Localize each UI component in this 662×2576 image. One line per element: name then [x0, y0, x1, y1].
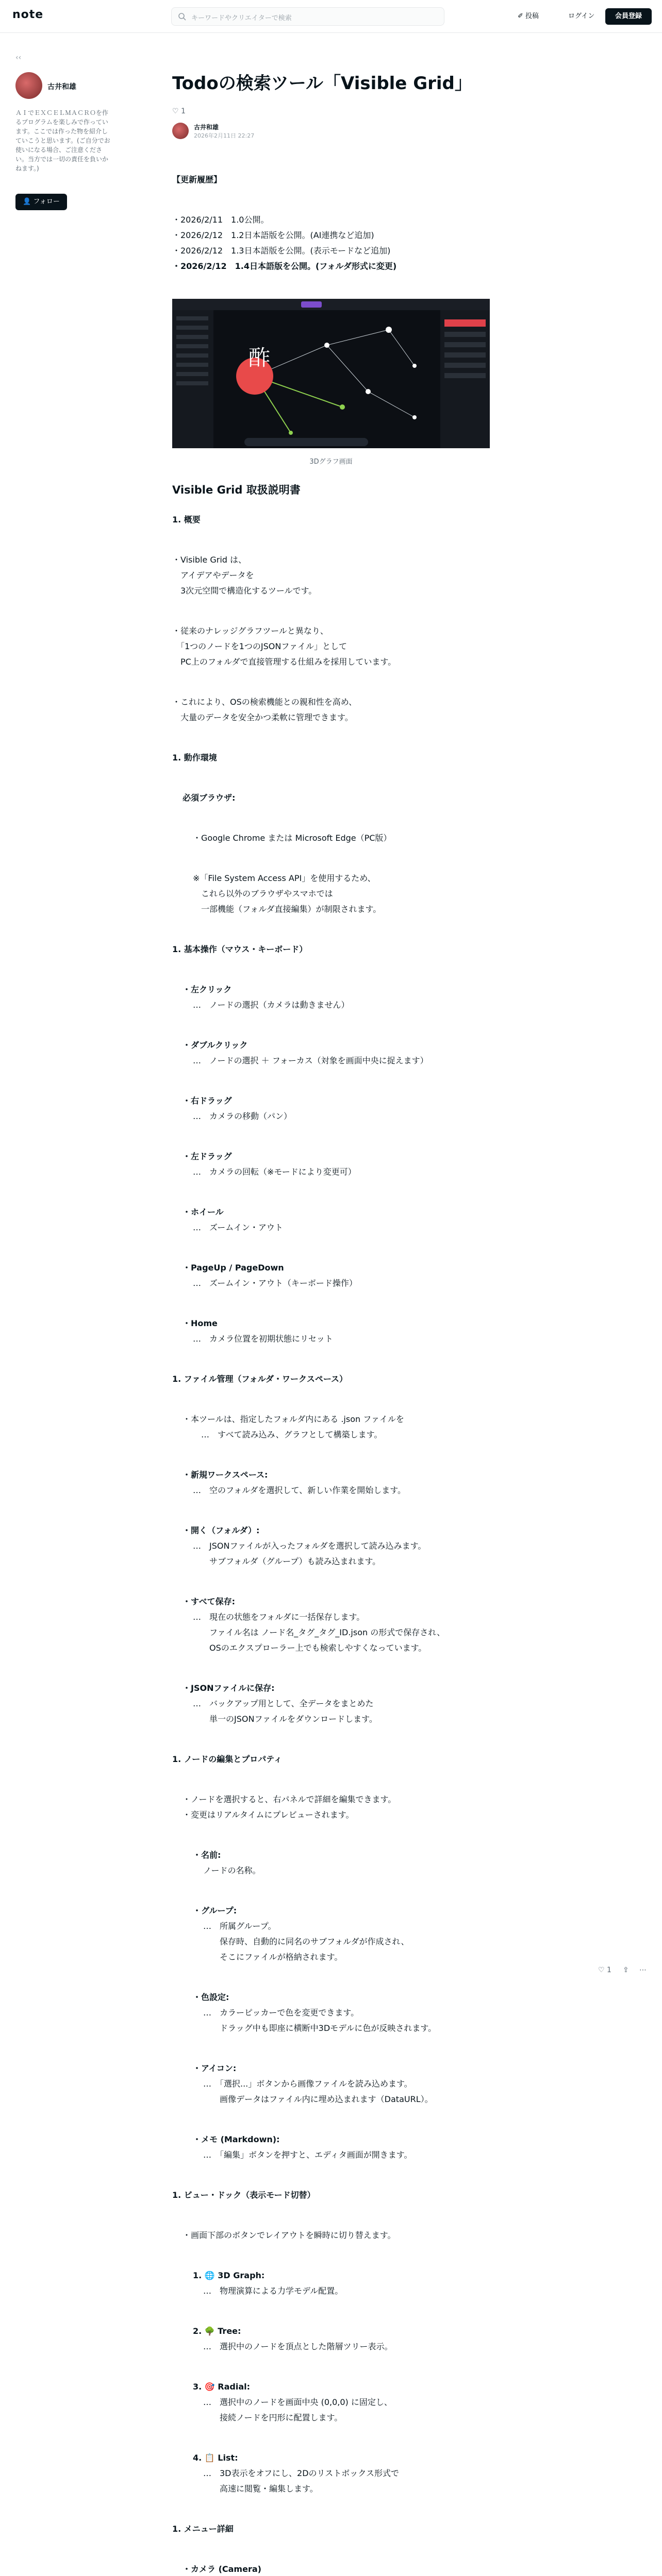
- image-caption: 3Dグラフ画面: [309, 458, 353, 466]
- search-icon: [178, 12, 186, 21]
- item-description: 画像データはファイル内に埋め込まれます（DataURL）。: [203, 2094, 433, 2104]
- section-heading: 1. ノードの編集とプロパティ: [172, 1754, 283, 1764]
- login-button[interactable]: ログイン: [568, 12, 595, 20]
- like-button[interactable]: ♡ 1: [598, 1966, 611, 1974]
- item-label: ・ホイール: [183, 1207, 224, 1217]
- item-description: … 3D表示をオフにし、2Dのリストボックス形式で: [203, 2468, 400, 2478]
- text-line: アイデアやデータを: [172, 570, 254, 580]
- item-description: … カメラ位置を初期状態にリセット: [193, 1334, 333, 1344]
- node-properties-list: [172, 1848, 490, 2188]
- item-label: ・ダブルクリック: [183, 1040, 248, 1050]
- item-label: 4. 📋 List:: [193, 2453, 238, 2463]
- 3d-graph-screenshot[interactable]: [172, 299, 490, 448]
- section-heading: 1. 動作環境: [172, 753, 217, 762]
- section-heading: 1. メニュー詳細: [172, 2524, 234, 2534]
- text-line: ・変更はリアルタイムにプレビューされます。: [183, 1810, 354, 1820]
- top-header: [0, 0, 662, 33]
- section-heading: 1. ファイル管理（フォルダ・ワークスペース）: [172, 1374, 348, 1384]
- author-avatar-small[interactable]: [172, 123, 189, 139]
- item-description: … ノードの選択 ＋ フォーカス（対象を画面中央に捉えます）: [193, 1056, 428, 1065]
- article-title: Todoの検索ツール「Visible Grid」: [172, 73, 472, 94]
- item-label: ・JSONファイルに保存:: [183, 1683, 275, 1693]
- item-description: そこにファイルが格納されます。: [203, 1952, 343, 1962]
- author-avatar[interactable]: [15, 72, 42, 99]
- item-description: … JSONファイルが入ったフォルダを選択して読み込みます。: [193, 1541, 426, 1551]
- text-line: 「1つのノードを1つのJSONファイル」として: [172, 641, 347, 651]
- text-line: ・画面下部のボタンでレイアウトを瞬時に切り替えます。: [183, 2230, 396, 2240]
- item-description: 保存時、自動的に同名のサブフォルダが作成され、: [203, 1937, 409, 1946]
- subheading: ・カメラ (Camera): [183, 2564, 261, 2574]
- item-label: 3. 🎯 Radial:: [193, 2382, 251, 2392]
- follow-button[interactable]: 👤 フォロー: [15, 194, 67, 210]
- author-row: [172, 123, 490, 143]
- item-description: … カメラの回転（※モードにより変更可）: [193, 1167, 356, 1177]
- item-label: ・すべて保存:: [183, 1597, 236, 1606]
- item-description: 単一のJSONファイルをダウンロードします。: [193, 1714, 377, 1724]
- item-description: … 現在の状態をフォルダに一括保存します。: [193, 1612, 365, 1622]
- item-label: ・左ドラッグ: [183, 1151, 232, 1161]
- graph-illustration: [172, 299, 490, 448]
- history-line: ・2026/2/12 1.3日本語版を公開。(表示モードなど追加): [172, 246, 391, 256]
- floating-action-bar: [598, 1964, 660, 1979]
- search-bar[interactable]: [171, 7, 444, 26]
- item-description: … 所属グループ。: [203, 1921, 276, 1931]
- article: [172, 71, 490, 2576]
- text-line: … すべて読み込み、グラフとして構築します。: [193, 1430, 383, 1439]
- item-description: … 物理演算による力学モデル配置。: [203, 2286, 343, 2296]
- text-line: 3次元空間で構造化するツールです。: [172, 586, 317, 596]
- subheading: 必須ブラウザ:: [183, 793, 236, 803]
- item-description: ファイル名は ノード名_タグ_タグ_ID.json の形式で保存され、: [193, 1628, 445, 1637]
- item-label: ・メモ (Markdown):: [193, 2134, 280, 2144]
- author-name-small[interactable]: 古井和雄: [194, 124, 219, 131]
- text-line: ・従来のナレッジグラフツールと異なり、: [172, 626, 328, 636]
- file-management-list: [172, 1467, 490, 1752]
- section-heading: 1. ビュー・ドック（表示モード切替）: [172, 2190, 316, 2200]
- item-description: … ズームイン・アウト（キーボード操作）: [193, 1278, 357, 1288]
- item-description: … ズームイン・アウト: [193, 1223, 283, 1232]
- text-line: 大量のデータを安全かつ柔軟に管理できます。: [172, 713, 353, 722]
- item-label: ・新規ワークスペース:: [183, 1470, 268, 1480]
- item-description: ノードの名称。: [203, 1866, 261, 1875]
- item-description: … 選択中のノードを画面中央 (0,0,0) に固定し、: [203, 2397, 392, 2407]
- history-heading: 【更新履歴】: [172, 175, 222, 184]
- share-icon[interactable]: ⇪: [623, 1966, 629, 1974]
- note-logo[interactable]: note: [12, 8, 44, 21]
- text-line: 一部機能（フォルダ直接編集）が制限されます。: [193, 904, 382, 914]
- history-line: ・2026/2/12 1.2日本語版を公開。(AI連携など追加): [172, 230, 374, 240]
- item-description: … カラーピッカーで色を変更できます。: [203, 2008, 359, 2018]
- text-line: ・Visible Grid は、: [172, 555, 247, 565]
- section-heading: 1. 基本操作（マウス・キーボード）: [172, 944, 308, 954]
- item-description: 接続ノードを円形に配置します。: [203, 2413, 343, 2422]
- signup-button[interactable]: 会員登録: [605, 8, 652, 25]
- item-description: OSのエクスプローラー上でも検索しやすくなっています。: [193, 1643, 427, 1653]
- author-bio: ＡＩでＥＸＣＥＬＭＡＣＲＯを作るプログラムを楽しみで作っています。ここでは作った物を紹介していこうと思います。(ご自分でお使いになる場合、ご注意ください。当方では一切の責任を負いかねます。): [15, 109, 110, 172]
- text-line: PC上のフォルダで直接管理する仕組みを採用しています。: [172, 657, 396, 667]
- item-description: 高速に閲覧・編集します。: [203, 2484, 318, 2494]
- item-label: ・名前:: [193, 1850, 221, 1860]
- item-label: ・グループ:: [193, 1906, 237, 1916]
- item-description: … バックアップ用として、全データをまとめた: [193, 1699, 374, 1708]
- post-button[interactable]: ✐ 投稿: [518, 12, 539, 20]
- history-line: ・2026/2/11 1.0公開。: [172, 215, 269, 225]
- item-label: ・左クリック: [183, 985, 232, 994]
- item-label: ・PageUp / PageDown: [183, 1263, 284, 1273]
- item-label: 1. 🌐 3D Graph:: [193, 2270, 265, 2280]
- author-name[interactable]: 古井和雄: [47, 83, 76, 91]
- text-line: ・Google Chrome または Microsoft Edge（PC版）: [193, 833, 392, 843]
- item-description: … 空のフォルダを選択して、新しい作業を開始します。: [193, 1485, 406, 1495]
- item-label: ・開く（フォルダ）:: [183, 1526, 260, 1535]
- section-heading: 1. 概要: [172, 515, 201, 524]
- text-line: ・ノードを選択すると、右パネルで詳細を編集できます。: [183, 1794, 396, 1804]
- like-count[interactable]: ♡ 1: [172, 107, 186, 115]
- author-sidebar: [15, 54, 119, 206]
- text-line: ・本ツールは、指定したフォルダ内にある .json ファイルを: [183, 1414, 404, 1424]
- item-label: ・色設定:: [193, 1992, 229, 2002]
- node-kanji-label: 酢: [249, 345, 271, 370]
- view-dock-list: [172, 2268, 490, 2521]
- publish-date: 2026年2月11日 22:27: [194, 132, 255, 139]
- history-line: ・2026/2/12 1.4日本語版を公開。(フォルダ形式に変更): [172, 261, 397, 271]
- item-description: … 「選択...」ボタンから画像ファイルを読み込めます。: [203, 2079, 412, 2089]
- text-line: ・これにより、OSの検索機能との親和性を高め、: [172, 697, 357, 707]
- manual-title: Visible Grid 取扱説明書: [172, 484, 301, 496]
- text-line: ※「File System Access API」を使用するため、: [193, 873, 376, 883]
- search-placeholder: キーワードやクリエイターで検索: [191, 14, 292, 22]
- text-line: これら以外のブラウザやスマホでは: [193, 889, 333, 899]
- article-body: [172, 172, 490, 2576]
- item-description: … ノードの選択（カメラは動きません）: [193, 1000, 350, 1010]
- item-label: 2. 🌳 Tree:: [193, 2326, 241, 2336]
- back-icon[interactable]: ‹‹: [15, 54, 22, 62]
- item-label: ・右ドラッグ: [183, 1096, 232, 1106]
- item-description: サブフォルダ（グループ）も読み込まれます。: [193, 1556, 381, 1566]
- more-icon[interactable]: ⋯: [639, 1966, 647, 1974]
- operations-list: [172, 982, 490, 1371]
- item-description: … 選択中のノードを頂点とした階層ツリー表示。: [203, 2342, 393, 2351]
- item-description: … カメラの移動（パン）: [193, 1111, 292, 1121]
- item-label: ・Home: [183, 1318, 218, 1328]
- item-label: ・アイコン:: [193, 2063, 237, 2073]
- item-description: ドラッグ中も即座に横断中3Dモデルに色が反映されます。: [203, 2023, 437, 2033]
- item-description: … 「編集」ボタンを押すと、エディタ画面が開きます。: [203, 2150, 412, 2160]
